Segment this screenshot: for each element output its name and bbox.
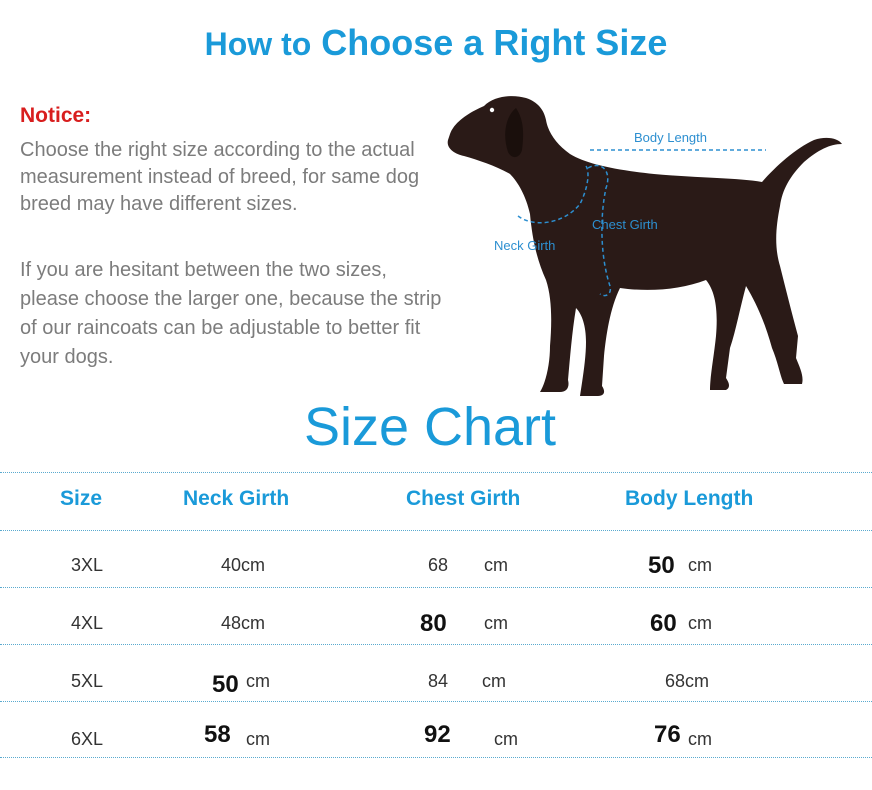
neck-unit: cm — [246, 729, 270, 749]
chest-value: 80 — [420, 610, 447, 637]
chest-girth-label: Chest Girth — [592, 217, 658, 232]
neck-value: 50 — [212, 671, 239, 698]
divider — [0, 587, 872, 588]
neck-cell: 48cm — [221, 613, 266, 633]
divider — [0, 757, 872, 758]
body-cell: 68cm — [665, 671, 710, 691]
chest-unit: cm — [494, 729, 518, 749]
chest-value: 84 — [428, 671, 449, 691]
header-chest-girth: Chest Girth — [406, 487, 521, 510]
divider — [0, 530, 872, 531]
size-cell: 5XL — [71, 671, 104, 691]
title-part-1: How to — [204, 26, 312, 62]
size-chart-title: Size Chart — [303, 397, 557, 457]
chest-unit: cm — [484, 555, 508, 575]
neck-girth-label: Neck Girth — [494, 238, 556, 253]
neck-value: 58 — [204, 721, 231, 748]
chest-value: 92 — [424, 721, 451, 748]
divider — [0, 644, 872, 645]
header-body-length: Body Length — [625, 487, 754, 510]
chest-unit: cm — [484, 613, 508, 633]
body-length-label: Body Length — [634, 130, 708, 145]
neck-cell: 40cm — [221, 555, 266, 575]
body-unit: cm — [688, 555, 712, 575]
size-cell: 6XL — [71, 729, 104, 749]
neck-unit: cm — [246, 671, 270, 691]
dog-eye — [490, 108, 494, 112]
body-unit: cm — [688, 729, 712, 749]
chest-value: 68 — [428, 555, 449, 575]
title-part-2: Choose a Right Size — [321, 22, 668, 63]
body-unit: cm — [688, 613, 712, 633]
dog-measurement-diagram — [440, 86, 860, 398]
size-cell: 3XL — [71, 555, 104, 575]
page-title — [0, 22, 872, 64]
body-value: 50 — [648, 552, 675, 579]
notice-paragraph-2: If you are hesitant between the two sizes, please choose the larger one, because the strip of our raincoats can be adjustable to better fit your dogs. — [20, 259, 442, 368]
chest-unit: cm — [482, 671, 506, 691]
divider — [0, 472, 872, 473]
notice-paragraph-1: Choose the right size according to the actual measurement instead of breed, for same dog breed may have different sizes. — [20, 139, 420, 215]
header-size: Size — [60, 487, 103, 510]
header-neck-girth: Neck Girth — [183, 487, 290, 510]
divider — [0, 701, 872, 702]
notice-label: Notice: — [20, 104, 92, 127]
size-cell: 4XL — [71, 613, 104, 633]
body-value: 76 — [654, 721, 681, 748]
body-value: 60 — [650, 610, 677, 637]
